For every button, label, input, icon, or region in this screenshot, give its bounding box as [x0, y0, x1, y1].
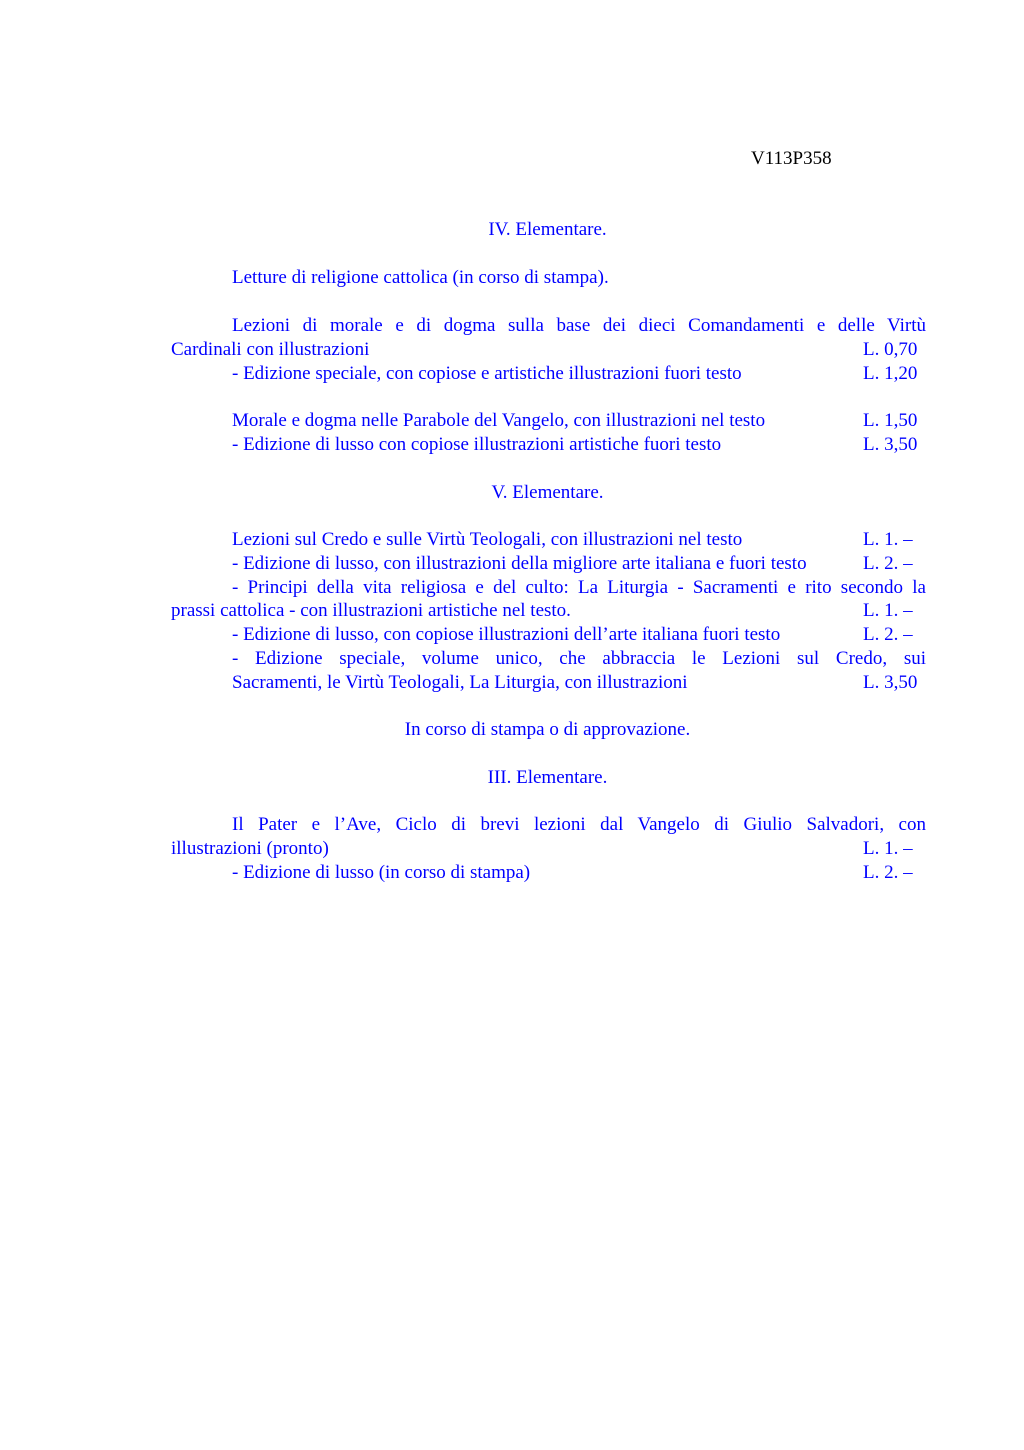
entry-principi-line2: prassi cattolica - con illustrazioni artistiche nel testo.	[171, 600, 571, 621]
entry-edizione-lusso-iii: - Edizione di lusso (in corso di stampa)	[232, 862, 531, 883]
entry-morale-dogma: Morale e dogma nelle Parabole del Vangelo, con illustrazioni nel testo	[232, 410, 766, 431]
section-heading-in-corso: In corso di stampa o di approvazione.	[404, 719, 691, 740]
price-edizione-lusso-iv: L. 3,50	[863, 434, 918, 455]
entry-lezioni-line1: Lezioni di morale e di dogma sulla base dei dieci Comandamenti e delle Virtù	[232, 315, 926, 336]
entry-principi-line1: - Principi della vita religiosa e del culto: La Liturgia - Sacramenti e rito secondo la	[232, 577, 926, 598]
price-pater-ave: L. 1. –	[863, 838, 913, 859]
entry-edizione-lusso-v1: - Edizione di lusso, con illustrazioni della migliore arte italiana e fuori testo	[232, 553, 807, 574]
price-edizione-lusso-iii: L. 2. –	[863, 862, 913, 883]
entry-edizione-lusso-v2: - Edizione di lusso, con copiose illustrazioni dell’arte italiana fuori testo	[232, 624, 781, 645]
price-edizione-speciale-v: L. 3,50	[863, 672, 918, 693]
price-credo: L. 1. –	[863, 529, 913, 550]
price-edizione-speciale-iv: L. 1,20	[863, 363, 918, 384]
price-edizione-lusso-v2: L. 2. –	[863, 624, 913, 645]
section-heading-v: V. Elementare.	[491, 482, 604, 503]
price-edizione-lusso-v1: L. 2. –	[863, 553, 913, 574]
entry-letture: Letture di religione cattolica (in corso di stampa).	[232, 267, 609, 288]
section-heading-iv: IV. Elementare.	[488, 219, 607, 240]
entry-pater-ave-line1: Il Pater e l’Ave, Ciclo di brevi lezioni dal Vangelo di Giulio Salvadori, con	[232, 814, 926, 835]
entry-edizione-lusso-iv: - Edizione di lusso con copiose illustrazioni artistiche fuori testo	[232, 434, 722, 455]
entry-pater-ave-line2: illustrazioni (pronto)	[171, 838, 329, 859]
entry-edizione-speciale-iv: - Edizione speciale, con copiose e artistiche illustrazioni fuori testo	[232, 363, 742, 384]
page-reference: V113P358	[751, 148, 832, 169]
entry-edizione-speciale-v-line1: - Edizione speciale, volume unico, che abbraccia le Lezioni sul Credo, sui	[232, 648, 926, 669]
entry-credo: Lezioni sul Credo e sulle Virtù Teologali, con illustrazioni nel testo	[232, 529, 743, 550]
section-heading-iii: III. Elementare.	[487, 767, 608, 788]
entry-lezioni-line2: Cardinali con illustrazioni	[171, 339, 370, 360]
price-principi: L. 1. –	[863, 600, 913, 621]
price-lezioni: L. 0,70	[863, 339, 918, 360]
price-morale-dogma: L. 1,50	[863, 410, 918, 431]
entry-edizione-speciale-v-line2: Sacramenti, le Virtù Teologali, La Liturgia, con illustrazioni	[232, 672, 688, 693]
